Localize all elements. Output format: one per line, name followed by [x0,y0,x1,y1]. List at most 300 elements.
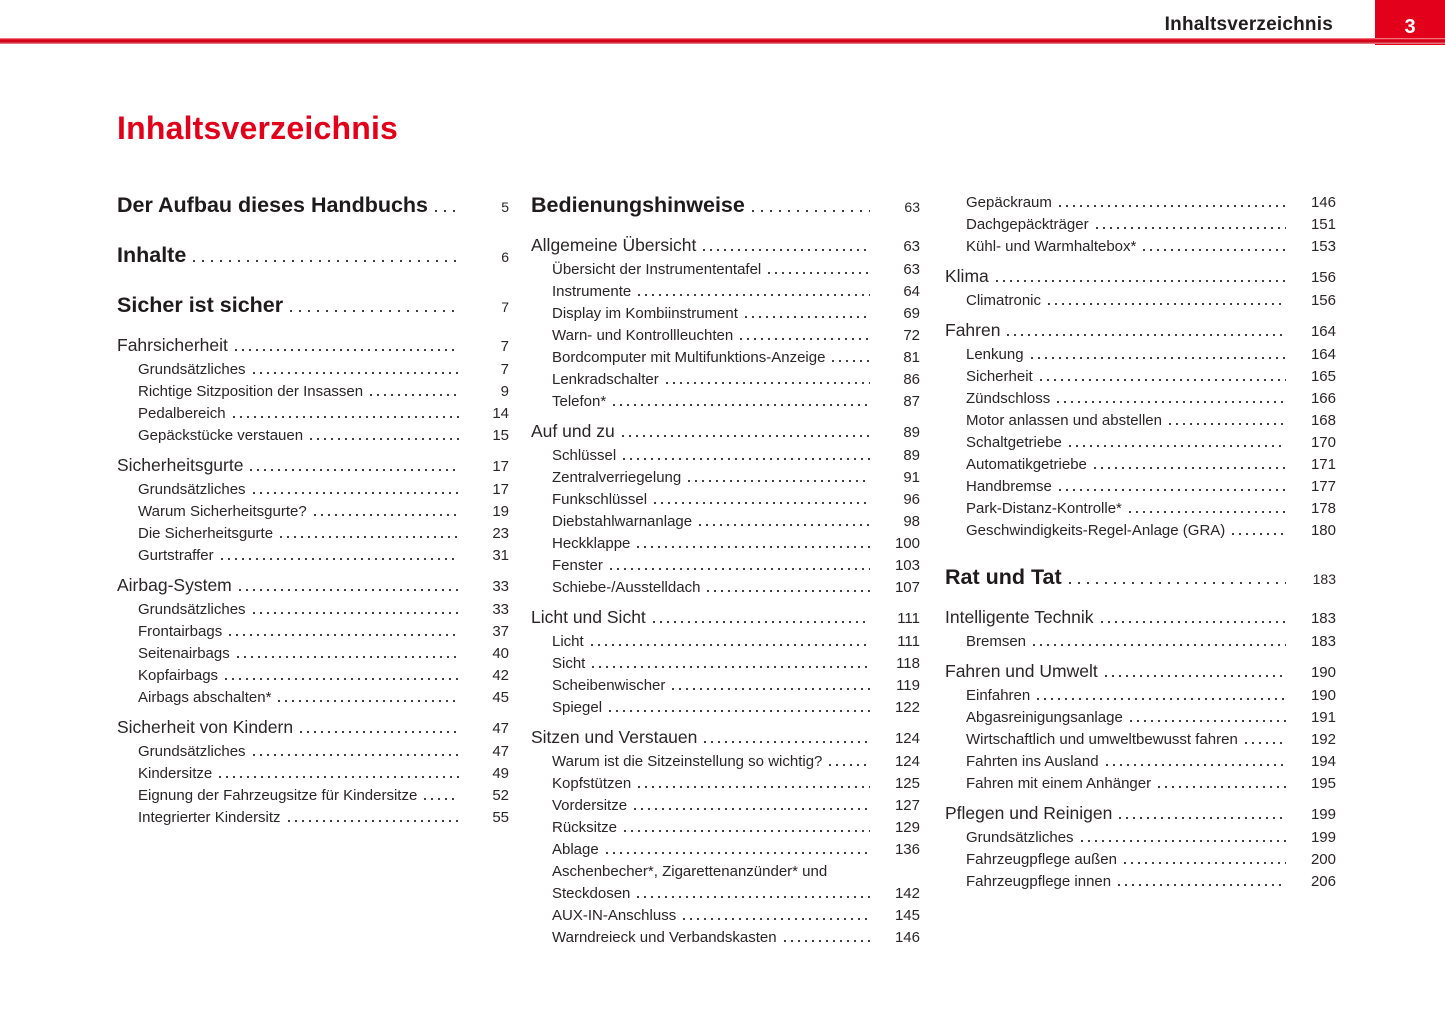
dot-leader [592,666,870,668]
toc-entry-label: Richtige Sitzposition der Insassen [138,383,364,400]
toc-entry [117,403,509,425]
toc-entry-page: 40 [492,645,509,662]
toc-entry [117,453,509,479]
dot-leader [638,294,870,296]
toc-entry-page: 164 [1310,323,1336,340]
toc-entry [945,827,1336,849]
toc-entry-page: 194 [1310,753,1336,770]
toc-entry-page: 17 [492,481,509,498]
toc-entry-label: Integrierter Kindersitz [138,809,281,826]
dot-leader [784,940,870,942]
toc-entry-page: 178 [1310,500,1336,517]
toc-entry-page: 89 [903,424,920,441]
toc-entry-label: Fenster [552,557,603,574]
toc-entry-label: Fahrzeugpflege innen [966,873,1112,890]
toc-entry-label: Kopfstützen [552,775,632,792]
dot-leader [253,754,459,756]
toc-entry-label: Fahrzeugpflege außen [966,851,1117,868]
toc-entry-page: 111 [897,610,920,627]
toc-entry-label: Park-Distanz-Kontrolle* [966,500,1122,517]
toc-entry-page: 206 [1310,873,1336,890]
toc-entry [531,697,920,719]
dot-leader [591,644,870,646]
dot-leader [1037,698,1286,700]
dot-leader [253,612,459,614]
toc-entry [117,643,509,665]
toc-entry-label: Kühl- und Warmhaltebox* [966,238,1137,255]
toc-entry-page: 171 [1310,456,1336,473]
toc-entry-label: Display im Kombiinstrument [552,305,738,322]
toc-entry-label: Die Sicherheitsgurte [138,525,274,542]
dot-leader [1106,764,1286,766]
dot-leader [253,492,459,494]
toc-entry [531,631,920,653]
toc-entry-label: Grundsätzliches [138,361,246,378]
toc-entry [945,631,1336,653]
dot-leader [653,621,870,623]
dot-leader [278,700,459,702]
toc-entry [945,366,1336,388]
toc-entry [945,751,1336,773]
toc-entry-page: 96 [903,491,920,508]
dot-leader [300,731,459,733]
toc-entry [531,675,920,697]
toc-entry-page: 63 [904,199,920,215]
dot-leader [740,338,870,340]
toc-entry [531,555,920,577]
toc-entry [531,391,920,413]
dot-leader [239,589,459,591]
toc-entry-page: 64 [903,283,920,300]
toc-entry [531,725,920,751]
toc-entry-page: 5 [501,199,509,215]
toc-entry [531,795,920,817]
toc-entry-page: 63 [903,261,920,278]
toc-entry-label: Fahrten ins Ausland [966,753,1099,770]
toc-entry [945,498,1336,520]
toc-entry [945,432,1336,454]
toc-entry-label: Rücksitze [552,819,618,836]
toc-entry-page: 191 [1310,709,1336,726]
dot-leader [1129,511,1286,513]
toc-entry-page: 55 [492,809,509,826]
toc-entry [531,489,920,511]
toc-entry-page: 63 [903,238,920,255]
dot-leader [672,688,870,690]
dot-leader [688,480,870,482]
dot-leader [225,678,459,680]
toc-entry-page: 19 [492,503,509,520]
toc-entry-label: Inhalte [117,243,187,267]
dot-leader [624,830,870,832]
toc-entry-page: 107 [894,579,920,596]
dot-leader [610,568,870,570]
toc-entry [531,773,920,795]
toc-entry [945,659,1336,685]
dot-leader [1143,249,1286,251]
toc-entry-label: Bedienungshinweise [531,193,745,217]
toc-entry-label: Fahren und Umwelt [945,661,1098,681]
dot-leader [634,808,870,810]
toc-column-2 [531,192,920,949]
toc-entry [945,707,1336,729]
toc-entry [117,381,509,403]
toc-entry [945,564,1336,592]
toc-entry-page: 45 [492,689,509,706]
toc-entry-label: Lenkung [966,346,1024,363]
toc-entry [117,763,509,785]
toc-entry [531,533,920,555]
toc-entry-page: 124 [894,730,920,747]
dot-leader [609,710,870,712]
dot-leader [996,280,1286,282]
toc-entry-label: Gepäckstücke verstauen [138,427,304,444]
dot-leader [666,382,870,384]
toc-entry-page: 7 [500,361,509,378]
toc-entry [945,454,1336,476]
toc-entry-page: 7 [500,338,509,355]
toc-entry-label: Steckdosen [552,885,631,902]
toc-entry [117,785,509,807]
toc-entry-label: Warum ist die Sitzeinstellung so wichtig? [552,753,823,770]
dot-leader [1169,423,1286,425]
toc-entry-label: Grundsätzliches [138,481,246,498]
toc-entry-label: Intelligente Technik [945,607,1094,627]
toc-entry-label: Bordcomputer mit Multifunktions-Anzeige [552,349,826,366]
toc-entry-label: Diebstahlwarnanlage [552,513,693,530]
dot-leader [1130,720,1286,722]
toc-entry-page: 47 [492,743,509,760]
toc-entry-page: 124 [894,753,920,770]
toc-entry-label: Bremsen [966,633,1027,650]
dot-leader [683,918,870,920]
dot-leader [250,469,459,471]
header-rule [0,38,1445,44]
dot-leader [280,536,459,538]
dot-leader [704,741,870,743]
toc-entry-label: Sicherheitsgurte [117,455,244,475]
toc-entry-label: Zündschloss [966,390,1051,407]
toc-entry-page: 166 [1310,390,1336,407]
toc-entry-page: 91 [903,469,920,486]
toc-entry-label: Fahren [945,320,1001,340]
dot-leader [622,435,870,437]
toc-entry-page: 15 [492,427,509,444]
dot-leader [233,416,459,418]
dot-leader [290,310,459,312]
toc-entry [945,192,1336,214]
dot-leader [219,776,459,778]
toc-entry [945,773,1336,795]
dot-leader [1007,334,1286,336]
toc-entry-page: 9 [500,383,509,400]
dot-leader [654,502,870,504]
dot-leader [1096,227,1286,229]
toc-entry [531,905,920,927]
toc-entry-label: Fahrsicherheit [117,335,228,355]
toc-entry [531,281,920,303]
toc-entry [531,467,920,489]
toc-entry-page: 190 [1310,687,1336,704]
toc-entry-label: Zentralverriegelung [552,469,682,486]
dot-leader [1069,582,1286,584]
dot-leader [1059,205,1286,207]
toc-entry-page: 6 [501,249,509,265]
dot-leader [1245,742,1286,744]
toc-entry-label: Airbag-System [117,575,232,595]
toc-entry-label: Kopfairbags [138,667,219,684]
toc-entry-label: Dachgepäckträger [966,216,1089,233]
toc-entry-label: Rat und Tat [945,565,1062,589]
toc-entry-page: 183 [1312,571,1336,587]
toc-entry-label: Geschwindigkeits-Regel-Anlage (GRA) [966,522,1226,539]
toc-entry-label: Grundsätzliches [966,829,1074,846]
toc-entry-page: 146 [894,929,920,946]
toc-entry [945,290,1336,312]
toc-entry-label: Grundsätzliches [138,743,246,760]
toc-entry-page: 136 [894,841,920,858]
toc-entry-label: Sicher ist sicher [117,293,284,317]
toc-entry [945,388,1336,410]
toc-entry-page: 127 [894,797,920,814]
toc-entry-page: 118 [896,655,920,672]
toc-columns [117,192,1336,949]
toc-entry [117,479,509,501]
toc-entry-page: 100 [894,535,920,552]
toc-entry-label: Schaltgetriebe [966,434,1062,451]
toc-entry-page: 111 [897,633,920,650]
toc-entry [945,476,1336,498]
dot-leader [745,316,870,318]
toc-entry-page: 151 [1310,216,1336,233]
toc-entry-page: 200 [1310,851,1336,868]
toc-entry [945,410,1336,432]
toc-entry-page: 33 [492,601,509,618]
dot-leader [1094,467,1286,469]
dot-leader [606,852,870,854]
toc-entry-page: 145 [894,907,920,924]
dot-leader [193,260,459,262]
toc-entry-label: Licht und Sicht [531,607,646,627]
toc-entry-label: Automatikgetriebe [966,456,1087,473]
dot-leader [1124,862,1286,864]
toc-entry-label: Motor anlassen und abstellen [966,412,1162,429]
dot-leader [1101,621,1286,623]
toc-entry-page: 170 [1310,434,1336,451]
dot-leader [637,896,870,898]
toc-entry [945,264,1336,290]
toc-entry-label: Auf und zu [531,421,615,441]
toc-entry-label: Eignung der Fahrzeugsitze für Kindersitze [138,787,418,804]
toc-entry-label: Wirtschaftlich und umweltbewusst fahren [966,731,1238,748]
toc-entry-page: 190 [1310,664,1336,681]
toc-entry-page: 183 [1310,633,1336,650]
toc-entry-page: 37 [492,623,509,640]
dot-leader [314,514,459,516]
toc-entry-label: Der Aufbau dieses Handbuchs [117,193,429,217]
dot-leader [1048,303,1286,305]
dot-leader [235,349,459,351]
dot-leader [699,524,870,526]
dot-leader [703,249,870,251]
toc-entry-page: 125 [894,775,920,792]
toc-entry-page: 153 [1310,238,1336,255]
dot-leader [435,210,459,212]
dot-leader [1059,489,1286,491]
toc-entry-page: 103 [894,557,920,574]
toc-entry-page: 42 [492,667,509,684]
toc-entry [531,192,920,220]
toc-entry [945,214,1336,236]
dot-leader [1232,533,1286,535]
dot-leader [707,590,870,592]
toc-entry-page: 183 [1310,610,1336,627]
toc-entry-label: Handbremse [966,478,1052,495]
toc-entry [945,871,1336,893]
toc-entry-page: 72 [903,327,920,344]
toc-entry-label: Übersicht der Instrumententafel [552,261,762,278]
toc-entry [945,344,1336,366]
toc-entry-page: 23 [492,525,509,542]
toc-entry-page: 31 [492,547,509,564]
toc-entry [531,817,920,839]
toc-entry-page: 87 [903,393,920,410]
toc-entry-page: 49 [492,765,509,782]
toc-entry-label: Seitenairbags [138,645,230,662]
toc-entry-page: 7 [501,299,509,315]
toc-entry-page: 119 [896,677,920,694]
toc-entry [117,425,509,447]
toc-entry [117,333,509,359]
toc-entry [531,303,920,325]
toc-entry [531,861,920,883]
toc-entry [531,751,920,773]
toc-entry-page: 164 [1310,346,1336,363]
toc-entry-label: Klima [945,266,989,286]
toc-entry [117,621,509,643]
toc-entry-page: 199 [1310,806,1336,823]
toc-entry-label: Funkschlüssel [552,491,648,508]
toc-entry [531,369,920,391]
toc-entry-label: Ablage [552,841,599,858]
toc-entry-page: 14 [492,405,509,422]
toc-entry [531,927,920,949]
toc-entry-page: 33 [492,578,509,595]
toc-entry-page: 156 [1310,269,1336,286]
toc-entry [531,233,920,259]
toc-entry [531,653,920,675]
toc-entry-label: Aschenbecher*, Zigarettenanzünder* und [552,863,828,880]
toc-entry-page: 142 [894,885,920,902]
toc-entry-page: 146 [1310,194,1336,211]
toc-entry-label: Warn- und Kontrollleuchten [552,327,734,344]
toc-entry-label: Heckklappe [552,535,631,552]
toc-entry [945,685,1336,707]
dot-leader [424,798,459,800]
toc-entry-page: 98 [903,513,920,530]
toc-entry [531,839,920,861]
toc-entry-page: 199 [1310,829,1336,846]
dot-leader [221,558,459,560]
toc-entry-label: AUX-IN-Anschluss [552,907,677,924]
toc-entry-label: Kindersitze [138,765,213,782]
toc-entry [117,359,509,381]
toc-entry-label: Spiegel [552,699,603,716]
header-section-title: Inhaltsverzeichnis [1164,14,1333,35]
dot-leader [1033,644,1286,646]
toc-entry [531,347,920,369]
toc-entry [945,605,1336,631]
toc-entry [531,605,920,631]
toc-entry-label: Licht [552,633,584,650]
dot-leader [1031,357,1286,359]
toc-entry [531,445,920,467]
page-title: Inhaltsverzeichnis [117,110,399,146]
toc-entry [945,729,1336,751]
dot-leader [1040,379,1286,381]
toc-entry-label: Frontairbags [138,623,223,640]
dot-leader [623,458,870,460]
toc-entry [531,511,920,533]
toc-entry-page: 177 [1310,478,1336,495]
toc-entry [117,292,509,320]
toc-entry [117,599,509,621]
toc-entry-label: Lenkradschalter [552,371,659,388]
dot-leader [288,820,459,822]
toc-entry-label: Schlüssel [552,447,617,464]
dot-leader [637,546,870,548]
toc-entry [945,849,1336,871]
toc-entry-label: Warndreieck und Verbandskasten [552,929,777,946]
toc-entry [531,883,920,905]
dot-leader [832,360,870,362]
toc-entry-label: Vordersitze [552,797,628,814]
toc-entry [945,318,1336,344]
toc-entry-page: 47 [492,720,509,737]
toc-entry [531,325,920,347]
toc-entry-page: 17 [492,458,509,475]
toc-column-1 [117,192,509,949]
toc-entry [945,236,1336,258]
toc-entry [117,741,509,763]
dot-leader [1057,401,1286,403]
toc-entry-page: 52 [492,787,509,804]
toc-entry [945,520,1336,542]
dot-leader [237,656,459,658]
toc-entry [117,501,509,523]
toc-entry [117,545,509,567]
toc-entry [945,801,1336,827]
toc-entry [531,259,920,281]
dot-leader [613,404,870,406]
dot-leader [1118,884,1286,886]
dot-leader [638,786,870,788]
toc-entry-label: Pflegen und Reinigen [945,803,1113,823]
toc-entry-label: Telefon* [552,393,607,410]
toc-entry-page: 89 [903,447,920,464]
toc-entry-label: Scheibenwischer [552,677,666,694]
toc-entry-page: 192 [1310,731,1336,748]
toc-entry-label: Pedalbereich [138,405,226,422]
toc-entry-label: Sitzen und Verstauen [531,727,698,747]
dot-leader [253,372,459,374]
toc-entry-page: 165 [1310,368,1336,385]
toc-entry [117,715,509,741]
toc-entry-label: Allgemeine Übersicht [531,235,697,255]
dot-leader [310,438,459,440]
toc-entry-label: Fahren mit einem Anhänger [966,775,1152,792]
dot-leader [752,210,870,212]
